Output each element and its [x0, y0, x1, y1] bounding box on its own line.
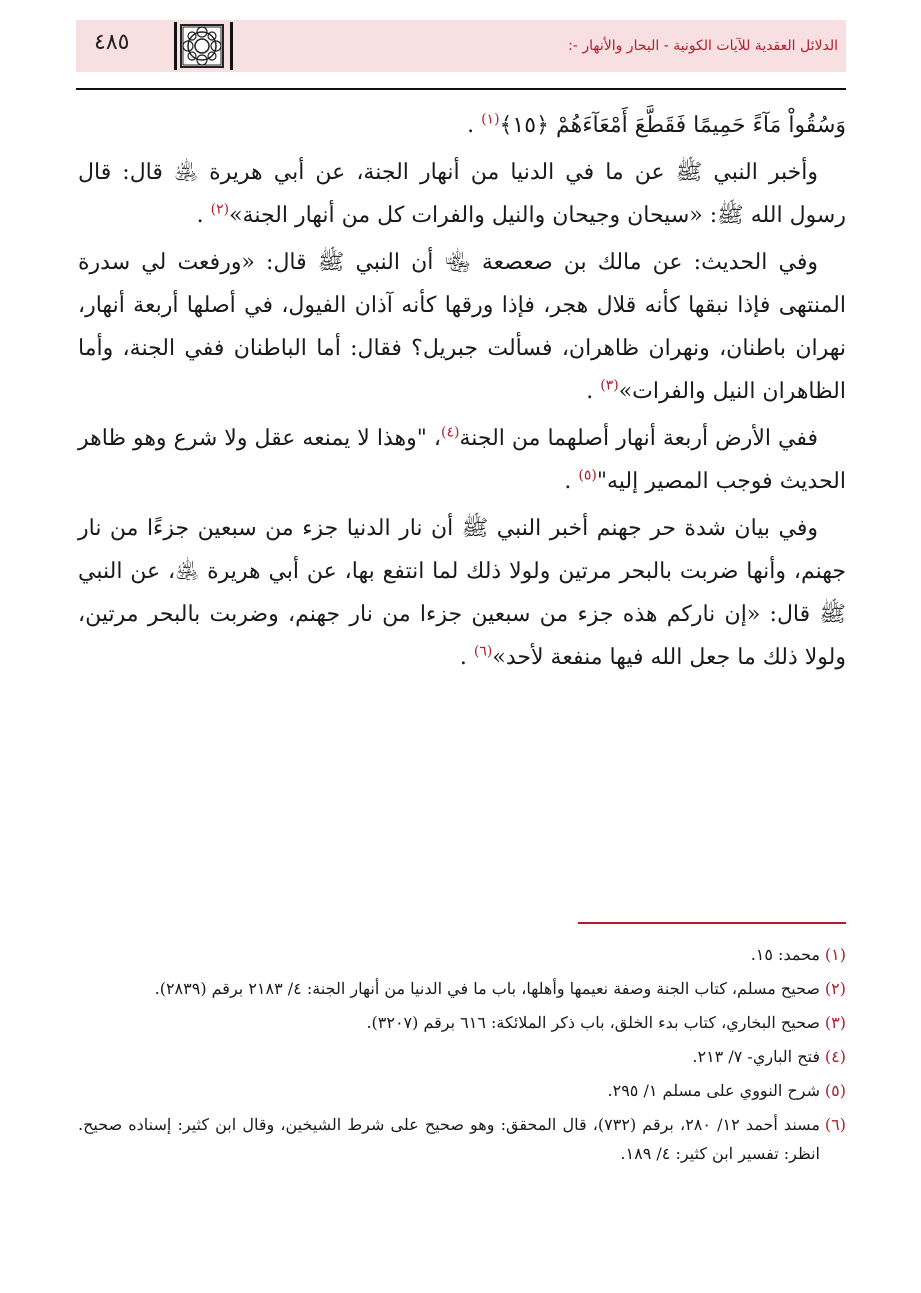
header-divider: [230, 22, 233, 70]
footnote-number: (٣): [824, 1013, 846, 1032]
footnote-ref[interactable]: (٥): [578, 467, 597, 484]
punctuation: .: [459, 645, 467, 670]
punctuation: .: [196, 203, 204, 228]
header-divider: [174, 22, 177, 70]
paragraph: [78, 417, 846, 503]
footnote-number: (٦): [824, 1115, 846, 1134]
footnote-number: (٢): [824, 979, 846, 998]
paragraph-text: ، "وهذا لا يمنعه عقل ولا شرع وهو ظاهر الحديث فوجب المصير إليه": [78, 426, 846, 494]
footnote-text: صحيح البخاري، كتاب بدء الخلق، باب ذكر الملائكة: ٦١٦ برقم (٣٢٠٧).: [366, 1013, 820, 1032]
footnote-number: (١): [824, 945, 846, 964]
paragraph: [78, 104, 846, 147]
punctuation: .: [467, 113, 475, 138]
footnote-text: صحيح مسلم، كتاب الجنة وصفة نعيمها وأهلها، باب ما في الدنيا من أنهار الجنة: ٤/ ٢١٨٣ برقم (٢٨٣٩).: [154, 979, 820, 998]
footnotes: [78, 940, 846, 1173]
footnote-text: مسند أحمد ١٢/ ٢٨٠، برقم (٧٣٢)، قال المحقق: وهو صحيح على شرط الشيخين، وقال ابن كثير: إسناده صحيح. انظر: تفسير ابن كثير: ٤/ ١٨٩.: [78, 1115, 821, 1163]
footnote-item: [78, 1110, 846, 1168]
footnote-item: [78, 1076, 846, 1105]
paragraph: [78, 507, 846, 679]
header-rule: [76, 88, 846, 90]
page-header: [76, 20, 846, 72]
footnote-number: (٤): [824, 1047, 846, 1066]
footnote-text: فتح الباري- ٧/ ٢١٣.: [692, 1047, 820, 1066]
paragraph: [78, 151, 846, 237]
running-title: الدلائل العقدية للآيات الكونية - البحار والأنهار -:: [568, 38, 838, 54]
footnote-ref[interactable]: (٣): [600, 377, 619, 394]
paragraph-text: ففي الأرض أربعة أنهار أصلهما من الجنة: [459, 426, 818, 451]
footnote-ref[interactable]: (١): [481, 111, 500, 128]
footnote-separator: [578, 922, 846, 924]
main-text: [78, 104, 846, 683]
footnote-item: [78, 974, 846, 1003]
paragraph-text: وأخبر النبي ﷺ عن ما في الدنيا من أنهار الجنة، عن أبي هريرة ﵁ قال: قال رسول الله ﷺ: «سيحان وجيحان والنيل والفرات كل من أنهار الجنة»: [78, 160, 846, 228]
paragraph-text: وفي الحديث: عن مالك بن صعصعة ﵄ أن النبي ﷺ قال: «ورفعت لي سدرة المنتهى فإذا نبقها كأنه قلال هجر، فإذا ورقها كأنه آذان الفيول، في أصلها أربعة أنهار، نهران باطنان، ونهران ظاهران، فسألت جبريل؟ فقال: أما الباطنان ففي الجنة، وأما الظاهران النيل والفرات»: [78, 250, 846, 404]
footnote-ref[interactable]: (٢): [210, 201, 230, 218]
footnote-ref[interactable]: (٦): [473, 643, 493, 660]
paragraph: [78, 241, 846, 413]
footnote-item: [78, 1042, 846, 1071]
footnote-text: شرح النووي على مسلم ١/ ٢٩٥.: [607, 1081, 820, 1100]
footnote-item: [78, 940, 846, 969]
punctuation: .: [564, 469, 572, 494]
quran-verse: وَسُقُواْ مَآءً حَمِيمًا فَقَطَّعَ أَمْعَآءَهُمْ ﴿١٥﴾: [499, 113, 846, 138]
paragraph-text: وفي بيان شدة حر جهنم أخبر النبي ﷺ أن نار الدنيا جزء من سبعين جزءًا من نار جهنم، وأنها ضربت بالبحر مرتين ولولا ذلك لما انتفع بها، عن أبي هريرة ﵁، عن النبي ﷺ قال: «إن ناركم هذه جزء من سبعين جزءا من نار جهنم، وضربت بالبحر مرتين، ولولا ذلك ما جعل الله فيها منفعة لأحد»: [78, 516, 846, 670]
footnote-item: [78, 1008, 846, 1037]
page-number: ٤٨٥: [94, 30, 130, 55]
geometric-ornament-icon: [180, 24, 224, 68]
footnote-ref[interactable]: (٤): [440, 424, 460, 441]
footnote-text: محمد: ١٥.: [750, 945, 820, 964]
footnote-number: (٥): [824, 1081, 846, 1100]
punctuation: .: [586, 379, 594, 404]
